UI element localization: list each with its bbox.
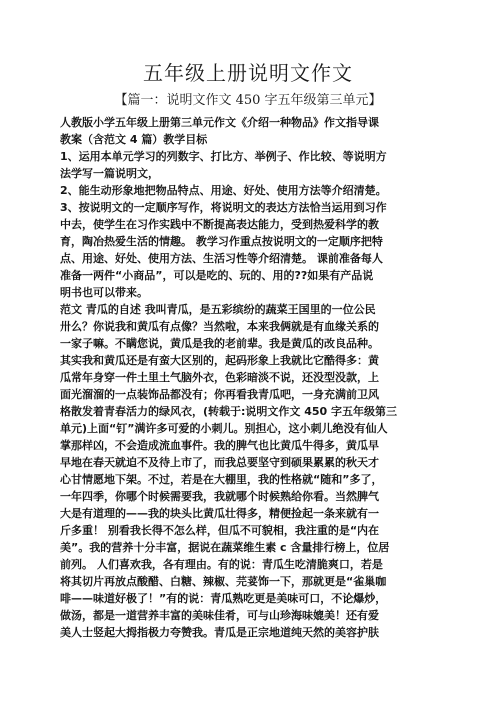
body-line: 明书也可以带来。	[60, 286, 148, 299]
body-line: 教案（含范文 4 篇）教学目标	[60, 133, 208, 146]
document-body	[60, 114, 444, 641]
body-line: 掌那样凶，不会造成流血事件。我的脾气也比黄瓜牛得多，黄瓜早	[60, 439, 379, 452]
body-line: 一年四季，你哪个时候需要我，我就哪个时候熟给你看。当然脾气	[60, 490, 379, 503]
body-line: 将其切片再放点酸醋、白糖、辣椒、芫荽饰一下，那就更是“雀巢咖	[60, 575, 387, 588]
body-line: 范文 青瓜的自述 我叫青瓜，是五彩缤纷的蔬菜王国里的一位公民	[60, 303, 376, 316]
body-line: 人教版小学五年级上册第三单元作文《介绍一种物品》作文指导课	[60, 116, 379, 129]
body-line: 啡——味道好极了！”有的说：青瓜熟吃更是美味可口，不论爆炒，	[60, 592, 387, 605]
body-line: 面光溜溜的一点装饰品都没有；你再看我青瓜吧，一身充满前卫风	[60, 388, 379, 401]
body-line: 斤多重！ 别看我长得不怎么样，但瓜不可貌相，我注重的是“内在	[60, 524, 380, 537]
body-line: 格散发着青春活力的绿风衣，(转载于:说明文作文 450 字五年级第三	[60, 405, 398, 418]
body-line: 瓜常年身穿一件土里土气脑外衣，色彩暗淡不说，还没型没款，上	[60, 371, 379, 384]
body-line: 3、按说明文的一定顺序写作，将说明文的表达方法恰当运用到习作	[60, 201, 387, 214]
body-line: 其实我和黄瓜还是有蛮大区别的，起码形象上我就比它酷得多：黄	[60, 354, 379, 367]
body-line: 大是有道理的——我的块头比黄瓜壮得多，精便捡起一条来就有一	[60, 507, 379, 520]
body-line: 前列。 人们喜欢我，各有理由。有的说：青瓜生吃清脆爽口，若是	[60, 558, 383, 571]
document-title: 五年级上册说明文作文	[143, 61, 353, 85]
body-line: 美”。我的营养十分丰富，据说在蔬菜维生素 c 含量排行榜上，位居	[60, 541, 390, 554]
body-line: 中去，使学生在习作实践中不断提高表达能力，受到热爱科学的教	[60, 218, 379, 231]
document-subtitle: 【篇一：说明文作文 450 字五年级第三单元】	[114, 93, 382, 108]
body-line: 一家子嘛。不瞒您说，黄瓜是我的老前辈。我是黄瓜的改良品种。	[60, 337, 379, 350]
body-line: 单元)上面“钉”满许多可爱的小刺儿。别担心，这小刺儿绝没有仙人	[60, 422, 388, 435]
body-line: 卅么？你说我和黄瓜有点像？当然啦，本来我俩就是有血缘关系的	[60, 320, 379, 333]
body-line: 做汤，都是一道营养丰富的美味佳肴，可与山珍海味媲美！还有爱	[60, 609, 379, 622]
body-line: 准备一两件“小商品”，可以是吃的、玩的、用的??如果有产品说	[60, 269, 374, 282]
body-line: 育，陶冶热爱生活的情趣。 教学习作重点按说明文的一定顺序把特	[60, 235, 383, 248]
body-line: 点、用途、好处、使用方法、生活习性等介绍清楚。 课前准备每人	[60, 252, 383, 265]
body-line: 2、能生动形象地把物品特点、用途、好处、使用方法等介绍清楚。	[60, 184, 387, 197]
body-line: 心甘情愿地下架。不过，若是在大棚里，我的性格就“随和”多了，	[60, 473, 383, 486]
body-line: 法学写一篇说明文，	[60, 167, 159, 180]
body-line: 1、运用本单元学习的列数字、打比方、举例子、作比较、等说明方	[60, 150, 387, 163]
body-line: 美人士竖起大拇指极力夸赞我。青瓜是正宗地道纯天然的美容护肤	[60, 626, 379, 639]
body-line: 早地在春天就迫不及待上市了，而我总要坚守到硕果累累的秋天才	[60, 456, 379, 469]
